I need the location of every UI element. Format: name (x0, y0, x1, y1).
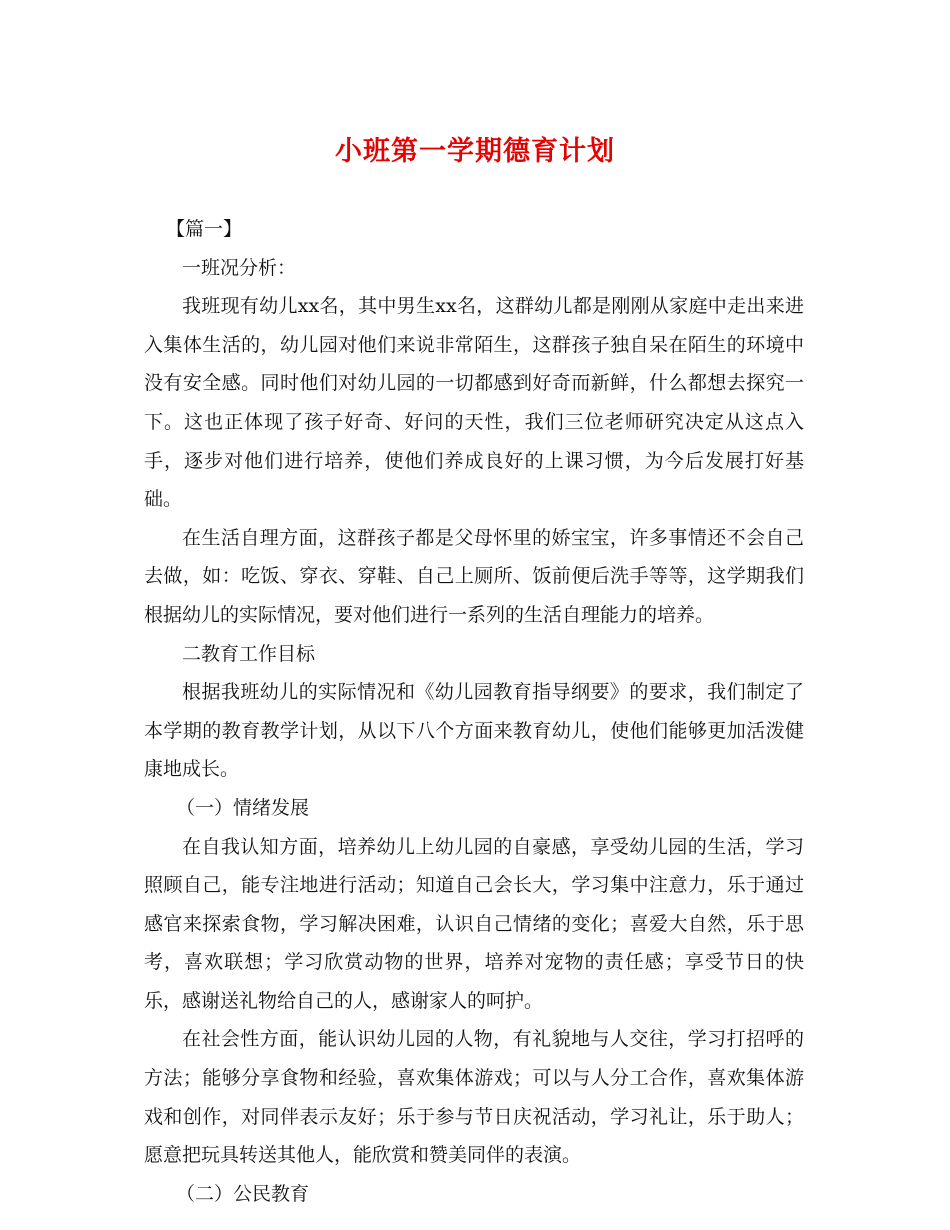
section-heading-education-goals: 二教育工作目标 (182, 642, 316, 665)
paragraph-self-care: 在生活自理方面，这群孩子都是父母怀里的娇宝宝，许多事情还不会自己去做，如：吃饭、穿衣、穿鞋、自己上厕所、饭前便后洗手等等，这学期我们根据幼儿的实际情况，要对他们进行一系列的生活自理能力的培养。 (144, 526, 804, 626)
paragraph-social-skills: 在社会性方面，能认识幼儿园的人物，有礼貌地与人交往，学习打招呼的方法；能够分享食物和经验，喜欢集体游戏；可以与人分工合作，喜欢集体游戏和创作，对同伴表示友好；乐于参与节日庆祝活动，学习礼让，乐于助人；愿意把玩具转送其他人，能欣赏和赞美同伴的表演。 (144, 1028, 804, 1167)
section-heading-class-analysis: 一班况分析： (182, 256, 297, 279)
paragraph-class-overview: 我班现有幼儿xx名，其中男生xx名，这群幼儿都是刚刚从家庭中走出来进入集体生活的，幼儿园对他们来说非常陌生，这群孩子独自呆在陌生的环境中没有安全感。同时他们对幼儿园的一切都感到好奇而新鲜，什么都想去探究一下。这也正体现了孩子好奇、好问的天性，我们三位老师研究决定从这点入手，逐步对他们进行培养，使他们养成良好的上课习惯，为今后发展打好基础。 (144, 295, 804, 511)
paragraph-self-awareness: 在自我认知方面，培养幼儿上幼儿园的自豪感，享受幼儿园的生活，学习照顾自己，能专注地进行活动；知道自己会长大，学习集中注意力，乐于通过感官来探索食物，学习解决困难，认识自己情绪的变化；喜爱大自然，乐于思考，喜欢联想；学习欣赏动物的世界，培养对宠物的责任感；享受节日的快乐，感谢送礼物给自己的人，感谢家人的呵护。 (144, 835, 804, 1012)
paragraph-education-plan: 根据我班幼儿的实际情况和《幼儿园教育指导纲要》的要求，我们制定了本学期的教育教学计划，从以下八个方面来教育幼儿，使他们能够更加活泼健康地成长。 (144, 681, 804, 781)
subsection-heading-civic-education: （二）公民教育 (176, 1182, 310, 1205)
part-label: 【篇一】 (166, 218, 243, 240)
document-title: 小班第一学期德育计划 (335, 136, 615, 167)
document-body (144, 210, 804, 1213)
subsection-heading-emotional-development: （一）情绪发展 (176, 796, 310, 819)
